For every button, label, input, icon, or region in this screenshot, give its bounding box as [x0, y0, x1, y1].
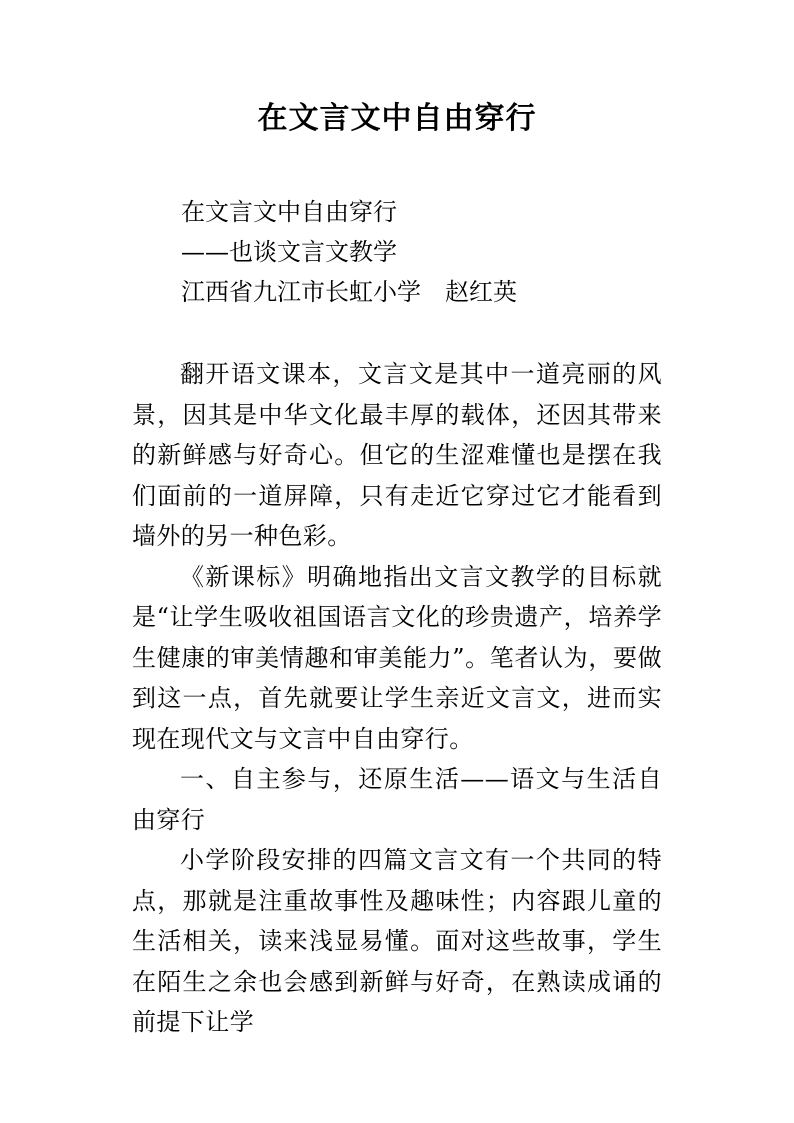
article-body [132, 354, 662, 1043]
section-heading: 一、自主参与，还原生活——语文与生活自由穿行 [132, 765, 662, 834]
article-header [181, 192, 661, 312]
article-subtitle: ——也谈文言文教学 [181, 238, 397, 266]
paragraph: 小学阶段安排的四篇文言文有一个共同的特点，那就是注重故事性及趣味性；内容跟儿童的生活相关，读来浅显易懂。面对这些故事，学生在陌生之余也会感到新鲜与好奇，在熟读成诵的前提下让学 [132, 846, 662, 1036]
article-title-line: 在文言文中自由穿行 [181, 198, 397, 226]
author-line: 江西省九江市长虹小学 赵红英 [181, 278, 517, 306]
page-title: 在文言文中自由穿行 [257, 101, 537, 136]
paragraph: 《新课标》明确地指出文言文教学的目标就是“让学生吸收祖国语言文化的珍贵遗产，培养学生健康的审美情趣和审美能力”。笔者认为，要做到这一点，首先就要让学生亲近文言文，进而实现在现代文与文言中自由穿行。 [132, 562, 662, 753]
paragraph: 翻开语文课本，文言文是其中一道亮丽的风景，因其是中华文化最丰厚的载体，还因其带来的新鲜感与好奇心。但它的生涩难懂也是摆在我们面前的一道屏障，只有走近它穿过它才能看到墙外的另一种色彩。 [132, 360, 662, 550]
